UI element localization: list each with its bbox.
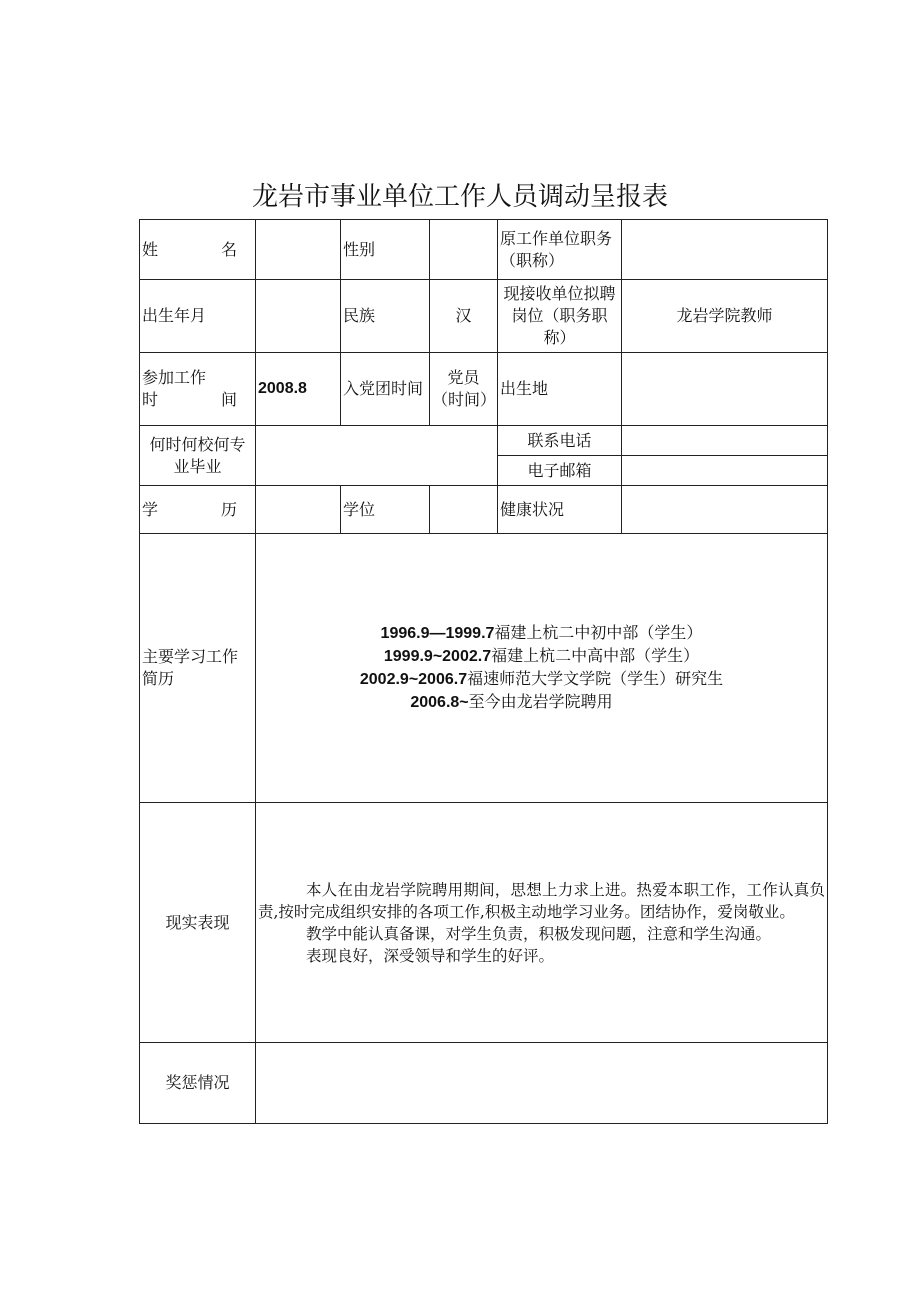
- phone-value[interactable]: [622, 426, 828, 456]
- party-join-label: 入党团时间: [341, 353, 430, 426]
- new-post-label: 现接收单位拟聘岗位（职务职称）: [498, 280, 622, 353]
- ethnicity-value[interactable]: 汉: [430, 280, 498, 353]
- degree-label: 学位: [341, 486, 430, 534]
- awards-value[interactable]: [256, 1043, 828, 1124]
- work-start-value[interactable]: 2008.8: [256, 353, 341, 426]
- orig-post-label: 原工作单位职务（职称）: [498, 220, 622, 280]
- resume-label: 主要学习工作简历: [140, 534, 256, 803]
- resume-entry: 2006.8~至今由龙岩学院聘用: [410, 692, 613, 711]
- work-start-label: 参加工作 时 间: [140, 353, 256, 426]
- ethnicity-label: 民族: [341, 280, 430, 353]
- phone-label: 联系电话: [498, 426, 622, 456]
- birth-label: 出生年月: [140, 280, 256, 353]
- resume-entry: 1996.9—1999.7福建上杭二中初中部（学生）: [380, 623, 703, 642]
- education-label: 学 历: [140, 486, 256, 534]
- graduation-label: 何时何校何专业毕业: [140, 426, 256, 486]
- awards-label: 奖惩情况: [140, 1043, 256, 1124]
- orig-post-value[interactable]: [622, 220, 828, 280]
- resume-entry: 1999.9~2002.7福建上杭二中高中部（学生）: [383, 646, 700, 665]
- degree-value[interactable]: [430, 486, 498, 534]
- name-label: 姓 名: [140, 220, 256, 280]
- health-value[interactable]: [622, 486, 828, 534]
- performance-paragraph: 教学中能认真备课，对学生负责，积极发现问题，注意和学生沟通。: [306, 924, 772, 943]
- birth-value[interactable]: [256, 280, 341, 353]
- new-post-value[interactable]: 龙岩学院教师: [622, 280, 828, 353]
- gender-value[interactable]: [430, 220, 498, 280]
- name-value[interactable]: [256, 220, 341, 280]
- birthplace-label: 出生地: [498, 353, 622, 426]
- health-label: 健康状况: [498, 486, 622, 534]
- gender-label: 性别: [341, 220, 430, 280]
- resume-entry: 2002.9~2006.7福速师范大学文学院（学生）研究生: [359, 669, 724, 688]
- party-status-label: 党员（时间）: [430, 353, 498, 426]
- education-value[interactable]: [256, 486, 341, 534]
- performance-content: [256, 803, 828, 1043]
- email-value[interactable]: [622, 456, 828, 486]
- performance-label: 现实表现: [140, 803, 256, 1043]
- performance-paragraph: 本人在由龙岩学院聘用期间，思想上力求上进。热爱本职工作，工作认真负责,按时完成组织安排的各项工作,积极主动地学习业务。团结协作，爱岗敬业。: [258, 880, 825, 921]
- form-title: 龙岩市事业单位工作人员调动呈报表: [251, 182, 668, 212]
- performance-paragraph: 表现良好，深受领导和学生的好评。: [306, 946, 555, 965]
- transfer-form-table: [139, 219, 828, 1124]
- email-label: 电子邮箱: [498, 456, 622, 486]
- graduation-value[interactable]: [256, 426, 498, 486]
- resume-content: [256, 534, 828, 803]
- birthplace-value[interactable]: [622, 353, 828, 426]
